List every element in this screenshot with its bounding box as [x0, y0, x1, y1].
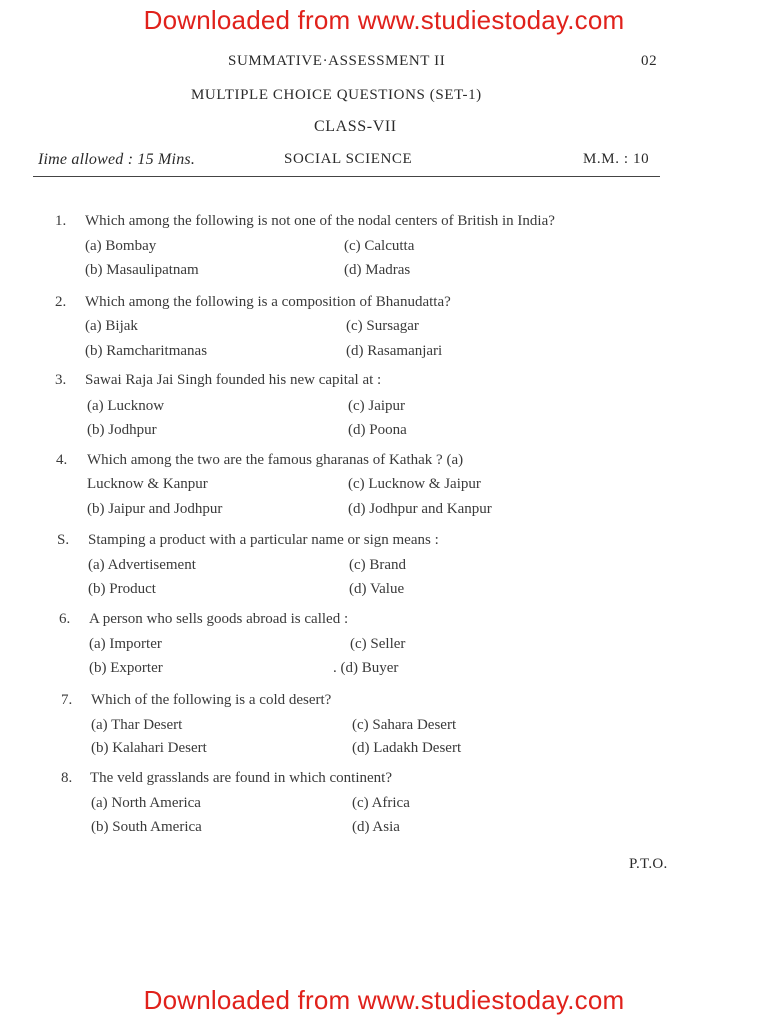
option-c: (c) Lucknow & Jaipur [348, 476, 481, 492]
question-text: Which among the two are the famous gharanas of Kathak ? (a) [87, 452, 464, 468]
question-text: Which among the following is not one of the nodal centers of British in India? [85, 213, 555, 229]
pto-label: P.T.O. [629, 856, 668, 872]
page-code: 02 [641, 53, 658, 69]
option-c: (c) Africa [352, 795, 410, 811]
option-d: (d) Madras [344, 262, 411, 278]
question-text: Which among the following is a composition of Bhanudatta? [85, 294, 451, 310]
subject-label: SOCIAL SCIENCE [284, 151, 413, 167]
header-divider [33, 176, 660, 177]
option-c: (c) Sahara Desert [352, 717, 457, 733]
option-b: (b) Kalahari Desert [91, 740, 207, 756]
option-b: (b) Product [88, 581, 156, 597]
option-d: (d) Poona [348, 422, 407, 438]
question-number: 1. [55, 213, 67, 229]
question-text: A person who sells goods abroad is called : [89, 611, 349, 627]
option-b: (b) Masaulipatnam [85, 262, 199, 278]
question-number: 4. [56, 452, 68, 468]
option-a: (a) Thar Desert [91, 717, 183, 733]
option-c: (c) Calcutta [344, 238, 415, 254]
assessment-title: SUMMATIVE·ASSESSMENT II [228, 53, 446, 69]
download-banner-top: Downloaded from www.studiestoday.com [143, 5, 625, 35]
question-text: Stamping a product with a particular name or sign means : [88, 532, 439, 548]
option-d: (d) Ladakh Desert [352, 740, 462, 756]
option-b: (b) Jaipur and Jodhpur [87, 501, 223, 517]
option-a: (a) North America [91, 795, 201, 811]
question-number: 8. [61, 770, 73, 786]
option-c: (c) Jaipur [348, 398, 406, 414]
option-d: (d) Asia [352, 819, 400, 835]
time-allowed: Iime allowed : 15 Mins. [38, 151, 196, 168]
option-a: (a) Importer [89, 636, 162, 652]
option-c: (c) Seller [350, 636, 406, 652]
question-text: Sawai Raja Jai Singh founded his new capital at : [85, 372, 382, 388]
test-subtitle: MULTIPLE CHOICE QUESTIONS (SET-1) [191, 87, 482, 103]
question-number: 6. [59, 611, 71, 627]
question-text: The veld grasslands are found in which continent? [90, 770, 392, 786]
option-a: Lucknow & Kanpur [87, 476, 208, 492]
option-c: (c) Sursagar [346, 318, 419, 334]
option-a: (a) Lucknow [87, 398, 165, 414]
option-a: (a) Bijak [85, 318, 138, 334]
option-a: (a) Advertisement [88, 557, 196, 573]
question-number: S. [57, 532, 70, 548]
question-number: 2. [55, 294, 67, 310]
option-d: (d) Rasamanjari [346, 343, 443, 359]
option-a: (a) Bombay [85, 238, 157, 254]
option-d: (d) Jodhpur and Kanpur [348, 501, 492, 517]
question-number: 7. [61, 692, 73, 708]
option-b: (b) South America [91, 819, 202, 835]
question-number: 3. [55, 372, 67, 388]
option-b: (b) Ramcharitmanas [85, 343, 208, 359]
download-banner-bottom: Downloaded from www.studiestoday.com [143, 985, 625, 1015]
option-c: (c) Brand [349, 557, 407, 573]
max-marks: M.M. : 10 [583, 151, 650, 167]
option-d: (d) Value [349, 581, 405, 597]
option-b: (b) Exporter [89, 660, 163, 676]
class-label: CLASS-VII [314, 118, 397, 135]
option-b: (b) Jodhpur [87, 422, 157, 438]
option-d: . (d) Buyer [333, 660, 399, 676]
question-text: Which of the following is a cold desert? [91, 692, 332, 708]
